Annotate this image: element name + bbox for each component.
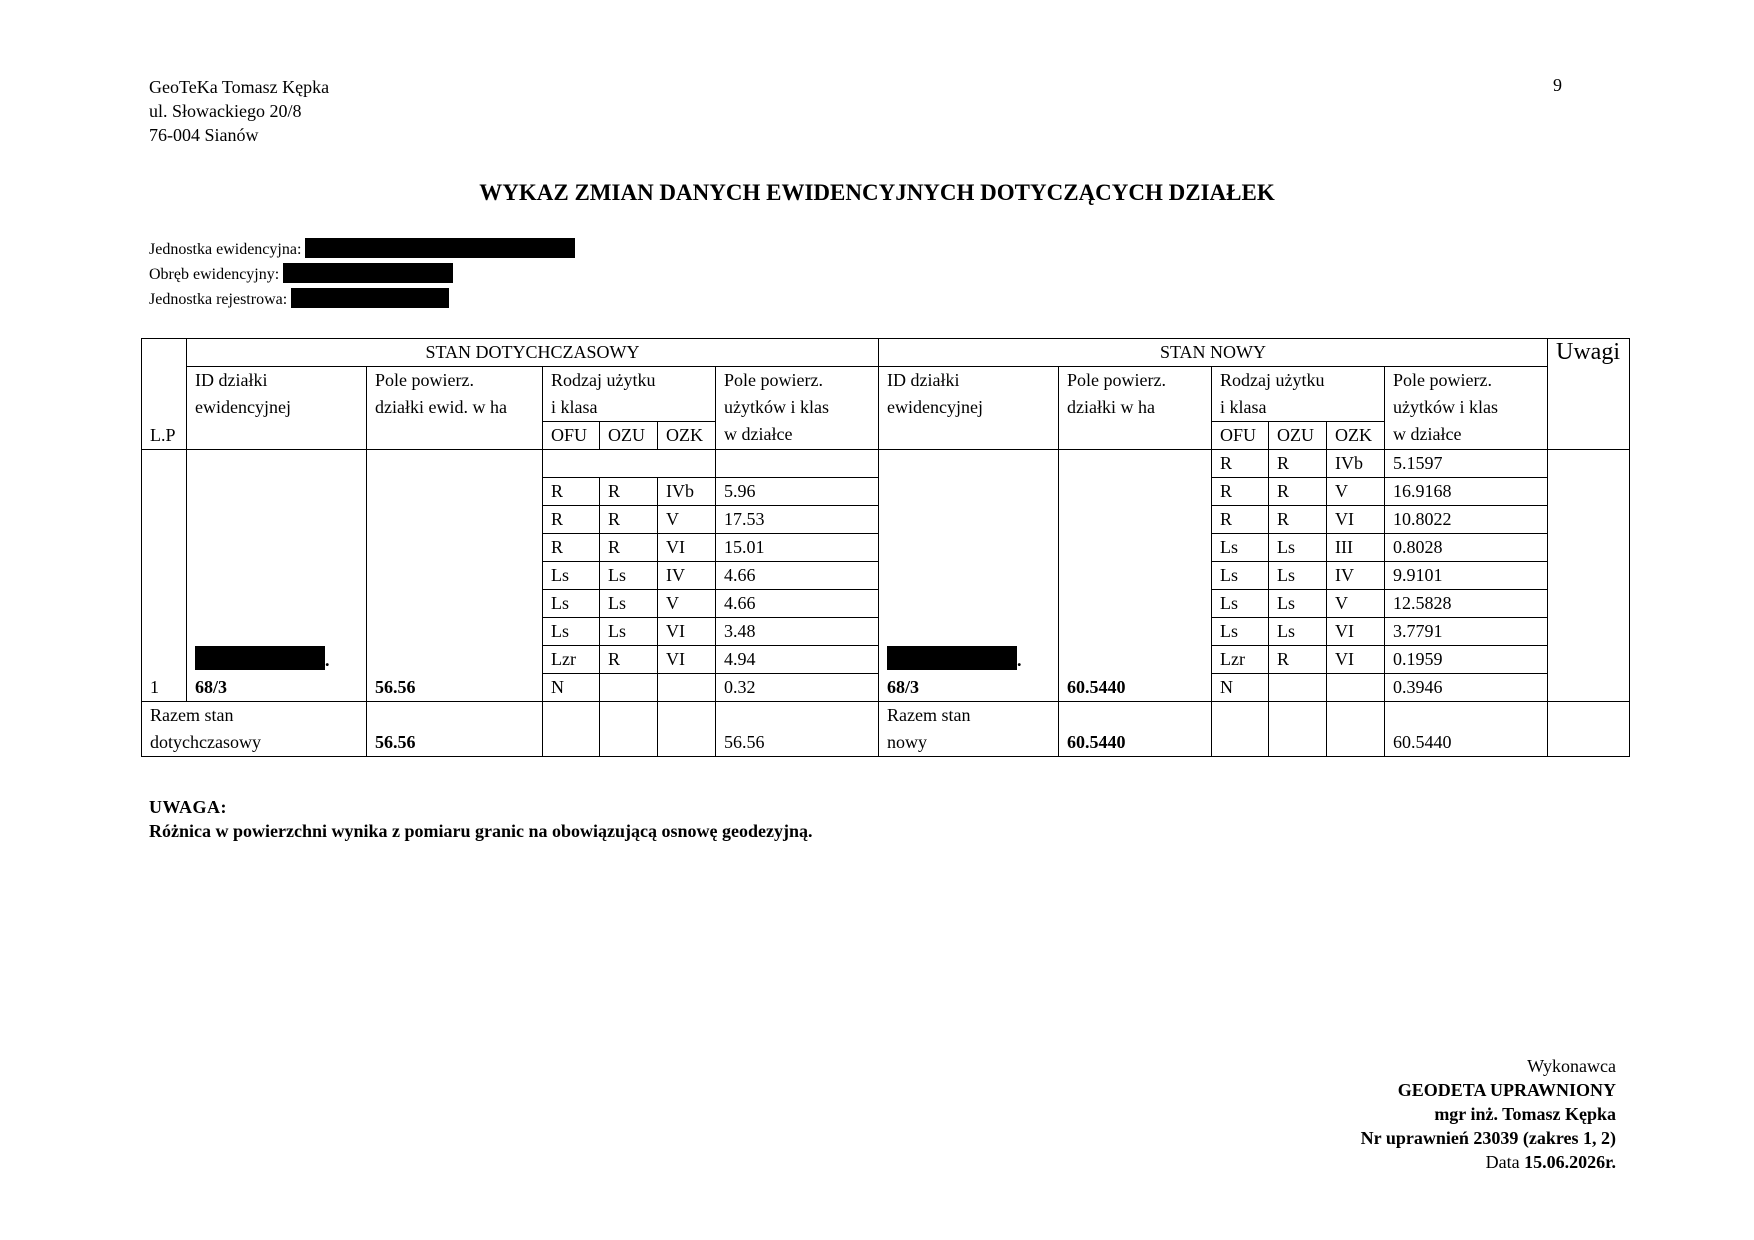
new-use-area-cell: 3.7791 [1385,618,1548,646]
new-ozu-cell: R [1269,646,1327,674]
old-ozk-cell: VI [658,646,716,674]
redaction-block [195,646,325,670]
new-ozk-cell: VI [1327,646,1385,674]
old-ozu-header: OZU [600,422,658,450]
page-number: 9 [1553,75,1562,95]
new-ozu-cell: Ls [1269,590,1327,618]
old-ofu-cell: R [543,506,600,534]
old-use-area-cell: 4.94 [716,646,879,674]
old-ozk-header: OZK [658,422,716,450]
old-ozk-cell: IVb [658,478,716,506]
old-ofu-header: OFU [543,422,600,450]
new-use-area-cell: 0.1959 [1385,646,1548,674]
new-ofu-cell: N [1212,674,1269,702]
new-total-uses: 60.5440 [1385,702,1548,757]
old-ofu-cell: R [543,534,600,562]
meta-obreb-label: Obręb ewidencyjny: [149,266,280,283]
new-ozu-cell: R [1269,450,1327,478]
new-area-header: Pole powierz. działki w ha [1059,367,1212,450]
new-ozk-cell: III [1327,534,1385,562]
redaction-block [305,238,575,258]
new-ofu-cell: R [1212,478,1269,506]
new-total-label: Razem stan nowy [879,702,1059,757]
old-ozu-cell [600,674,658,702]
uwagi-cell [1548,450,1630,702]
old-id-cell: . 68/3 [187,450,367,702]
new-ozk-cell: VI [1327,618,1385,646]
old-ozk-cell: VI [658,534,716,562]
new-use-area-cell: 10.8022 [1385,506,1548,534]
document-title: WYKAZ ZMIAN DANYCH EWIDENCYJNYCH DOTYCZĄCYCH DZIAŁEK [479,180,1275,205]
company-city: 76-004 Sianów [149,125,259,145]
new-ofu-cell: R [1212,450,1269,478]
new-ofu-cell: Ls [1212,534,1269,562]
old-ozu-cell: Ls [600,562,658,590]
old-ozu-cell: R [600,534,658,562]
new-ofu-cell: Ls [1212,562,1269,590]
old-use-area-cell: 5.96 [716,478,879,506]
new-ozu-cell: Ls [1269,534,1327,562]
old-ozu-cell: Ls [600,590,658,618]
old-ozk-cell [658,674,716,702]
old-ozu-cell: R [600,506,658,534]
meta-obreb [149,262,453,287]
new-use-area-cell: 5.1597 [1385,450,1548,478]
old-ozk-cell: IV [658,562,716,590]
new-ozu-cell [1269,674,1327,702]
new-id-header: ID działki ewidencyjnej [879,367,1059,450]
old-ofu-cell: Ls [543,590,600,618]
old-use-area-cell: 0.32 [716,674,879,702]
old-use-header: Rodzaj użytku i klasa [543,367,716,422]
old-ofu-cell: N [543,674,600,702]
new-ozk-cell: IV [1327,562,1385,590]
new-ozu-cell: Ls [1269,562,1327,590]
company-street: ul. Słowackiego 20/8 [149,101,302,121]
old-ozu-cell: R [600,478,658,506]
signature-license: Nr uprawnień 23039 (zakres 1, 2) [1360,1128,1616,1148]
new-ozk-cell: VI [1327,506,1385,534]
old-ofu-cell: Ls [543,618,600,646]
signature-date [1486,1150,1616,1174]
old-ozu-cell: Ls [600,618,658,646]
old-total-label: Razem stan dotychczasowy [142,702,367,757]
redaction-block [283,263,453,283]
signature-date-value: 15.06.2026r. [1524,1152,1616,1172]
new-use-area-cell: 0.3946 [1385,674,1548,702]
new-ozu-cell: R [1269,506,1327,534]
lp-cell: 1 [142,450,187,702]
old-total-uses: 56.56 [716,702,879,757]
note-title: UWAGA: [149,797,227,817]
new-use-area-cell: 12.5828 [1385,590,1548,618]
signature-date-label: Data [1485,1152,1525,1172]
company-name: GeoTeKa Tomasz Kępka [149,77,330,97]
changes-table [141,338,1630,757]
meta-rejestrowa-label: Jednostka rejestrowa: [149,291,288,308]
new-ofu-cell: R [1212,506,1269,534]
meta-rejestrowa [149,287,449,312]
old-id-header: ID działki ewidencyjnej [187,367,367,450]
old-ofu-cell: Ls [543,562,600,590]
new-area-cell: 60.5440 [1059,450,1212,702]
redaction-block [887,646,1017,670]
new-ozk-cell: V [1327,478,1385,506]
signature-role: Wykonawca [1527,1056,1616,1076]
new-ozu-cell: R [1269,478,1327,506]
old-use-area-cell: 4.66 [716,562,879,590]
lp-header: L.P [142,339,187,450]
old-ozu-cell: R [600,646,658,674]
stan-dotychczasowy-header: STAN DOTYCHCZASOWY [187,339,879,367]
new-total-area: 60.5440 [1059,702,1212,757]
old-ozk-cell: V [658,506,716,534]
new-ofu-cell: Ls [1212,590,1269,618]
uwagi-header: Uwagi [1548,339,1630,450]
new-id-cell: . 68/3 [879,450,1059,702]
old-area-cell: 56.56 [367,450,543,702]
old-use-area-cell: 3.48 [716,618,879,646]
old-use-area-cell: 4.66 [716,590,879,618]
meta-jednostka [149,237,575,262]
new-ozu-header: OZU [1269,422,1327,450]
new-ozk-cell [1327,674,1385,702]
old-use-area-cell: 17.53 [716,506,879,534]
new-use-area-cell: 0.8028 [1385,534,1548,562]
old-total-area: 56.56 [367,702,543,757]
new-ofu-header: OFU [1212,422,1269,450]
new-ozk-cell: V [1327,590,1385,618]
table-row [142,450,1630,478]
signature-name: mgr inż. Tomasz Kępka [1434,1104,1616,1124]
new-use-header: Rodzaj użytku i klasa [1212,367,1385,422]
new-ozu-cell: Ls [1269,618,1327,646]
old-ofu-cell: Lzr [543,646,600,674]
new-use-area-cell: 16.9168 [1385,478,1548,506]
new-ozk-header: OZK [1327,422,1385,450]
old-ofu-cell: R [543,478,600,506]
new-use-area-header: Pole powierz. użytków i klas w działce [1385,367,1548,450]
old-use-area-cell: 15.01 [716,534,879,562]
old-ozk-cell: VI [658,618,716,646]
new-use-area-cell: 9.9101 [1385,562,1548,590]
new-ozk-cell: IVb [1327,450,1385,478]
new-ofu-cell: Lzr [1212,646,1269,674]
meta-jednostka-label: Jednostka ewidencyjna: [149,241,302,258]
new-ofu-cell: Ls [1212,618,1269,646]
totals-row [142,702,1630,757]
stan-nowy-header: STAN NOWY [879,339,1548,367]
old-ozk-cell: V [658,590,716,618]
old-use-area-header: Pole powierz. użytków i klas w działce [716,367,879,450]
redaction-block [291,288,449,308]
note-text: Różnica w powierzchni wynika z pomiaru granic na obowiązującą osnowę geodezyjną. [149,821,813,841]
signature-title: GEODETA UPRAWNIONY [1397,1080,1616,1100]
old-area-header: Pole powierz. działki ewid. w ha [367,367,543,450]
